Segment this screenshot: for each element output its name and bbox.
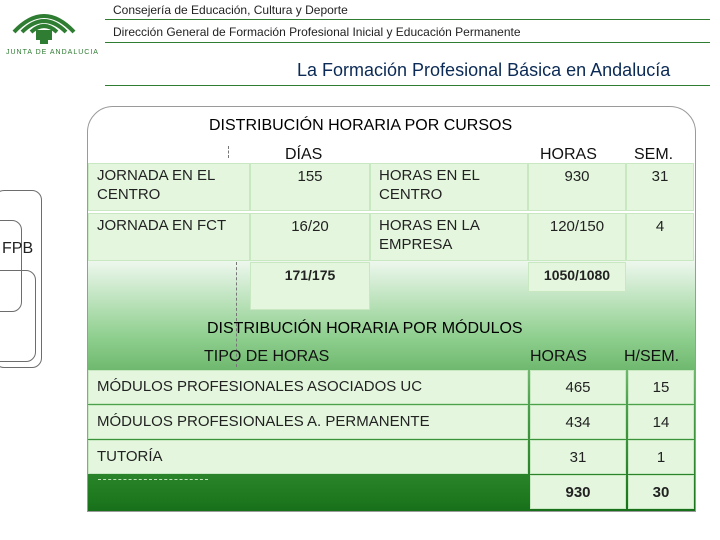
cursos-row-2-sem: 4 (626, 213, 694, 261)
cursos-row-1-horas-label: HORAS EN EL CENTRO (370, 163, 528, 211)
dashed-guide-1 (228, 146, 229, 158)
modulos-title: DISTRIBUCIÓN HORARIA POR MÓDULOS (207, 320, 523, 337)
modulos-row-3-horas: 31 (530, 440, 626, 474)
cursos-row-1-sem: 31 (626, 163, 694, 211)
modulos-row-1-hsem: 15 (628, 370, 694, 404)
cursos-total-horas: 1050/1080 (528, 262, 626, 292)
col-horas-header: HORAS (540, 146, 597, 163)
modulos-row-3-label: TUTORÍA (88, 440, 528, 474)
cursos-title: DISTRIBUCIÓN HORARIA POR CURSOS (209, 117, 513, 134)
divider-bottom (105, 85, 710, 86)
header-line-2: Dirección General de Formación Profesional Inicial y Educación Permanente (113, 25, 521, 39)
col-hsem-header: H/SEM. (624, 348, 680, 365)
logo-text: JUNTA DE ANDALUCIA (6, 49, 99, 56)
side-label: FPB (2, 240, 34, 257)
page-title: La Formación Profesional Básica en Andalucía (297, 60, 671, 80)
divider-top (105, 19, 710, 20)
junta-emblem-icon (6, 2, 82, 46)
cursos-row-1-label: JORNADA EN EL CENTRO (88, 163, 250, 211)
cursos-row-2-label: JORNADA EN FCT (88, 213, 250, 261)
cursos-total-dias: 171/175 (250, 262, 370, 310)
col-sem-header: SEM. (634, 146, 674, 163)
cursos-row-2-horas: 120/150 (528, 213, 626, 261)
cursos-row-1-dias: 155 (250, 163, 370, 211)
col-mod-horas-header: HORAS (530, 348, 587, 365)
junta-logo (6, 2, 99, 58)
modulos-row-2-hsem: 14 (628, 405, 694, 439)
modulos-total-horas: 930 (530, 475, 626, 509)
header-line-1: Consejería de Educación, Cultura y Deporte (113, 3, 348, 17)
dashed-row-separator (98, 479, 208, 480)
modulos-row-3-hsem: 1 (628, 440, 694, 474)
col-tipo-header: TIPO DE HORAS (204, 348, 330, 365)
modulos-row-1-horas: 465 (530, 370, 626, 404)
side-box-inner-2 (0, 270, 36, 362)
modulos-row-2-horas: 434 (530, 405, 626, 439)
col-dias-header: DÍAS (285, 146, 323, 163)
cursos-row-2-horas-label: HORAS EN LA EMPRESA (370, 213, 528, 261)
modulos-row-2-label: MÓDULOS PROFESIONALES A. PERMANENTE (88, 405, 528, 439)
cursos-row-2-dias: 16/20 (250, 213, 370, 261)
divider-middle (105, 42, 710, 43)
modulos-total-hsem: 30 (628, 475, 694, 509)
cursos-row-1-horas: 930 (528, 163, 626, 211)
modulos-row-1-label: MÓDULOS PROFESIONALES ASOCIADOS UC (88, 370, 528, 404)
